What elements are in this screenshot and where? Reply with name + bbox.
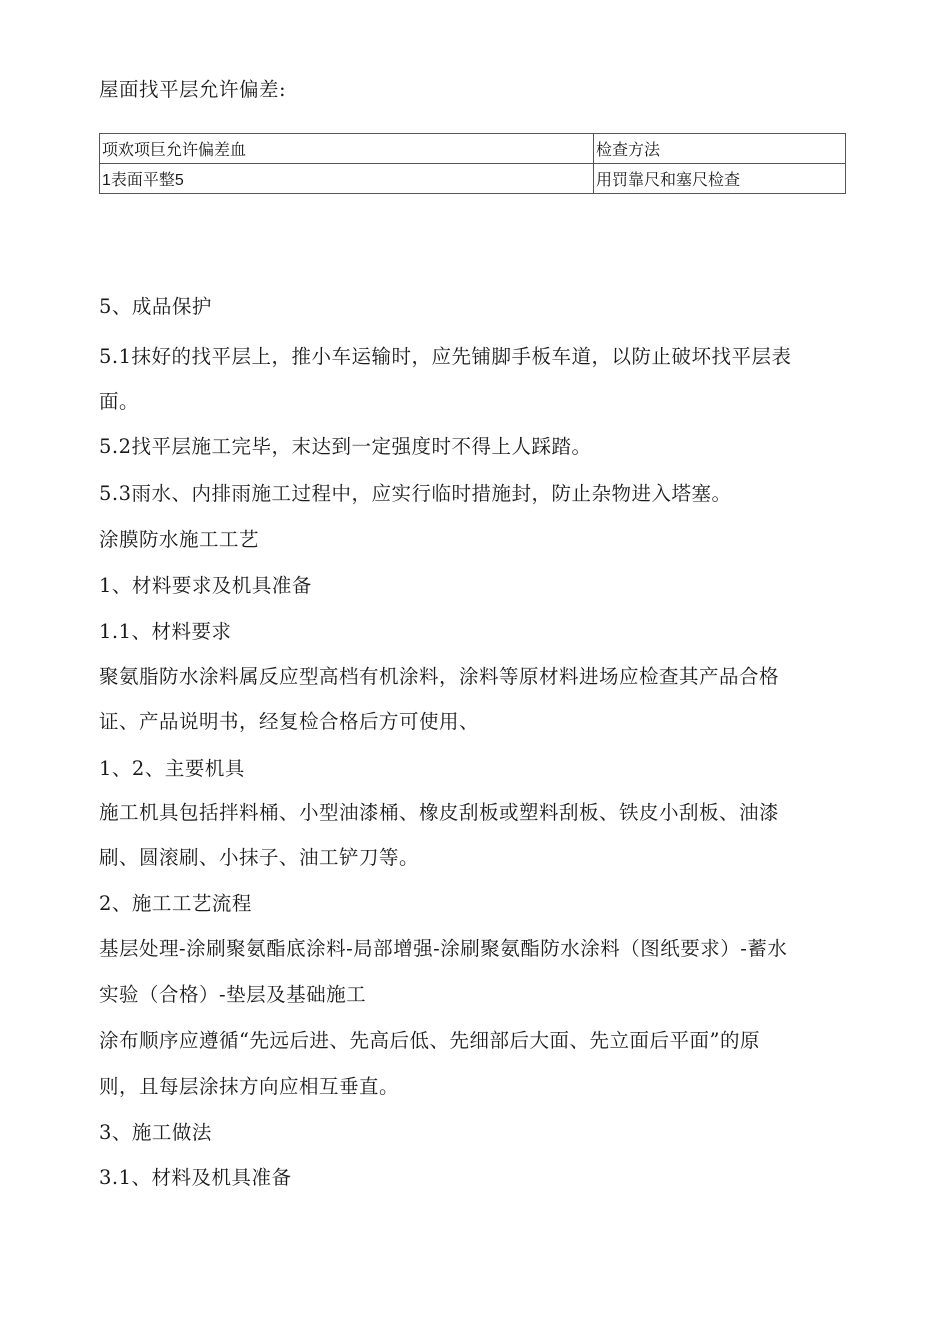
paragraph-line: 基层处理-涂刷聚氨酯底涂料-局部增强-涂刷聚氨酯防水涂料（图纸要求）-蓄水 — [99, 937, 788, 960]
section-title: 1、2、主要机具 — [99, 757, 245, 780]
paragraph-line: 证、产品说明书，经复检合格后方可使用、 — [99, 710, 480, 733]
section-heading: 屋面找平层允许偏差: — [99, 78, 287, 101]
paragraph-line: 面。 — [99, 390, 140, 413]
table-header-row — [100, 134, 846, 164]
paragraph-line: 5.1抹好的找平层上，推小车运输时，应先铺脚手板车道，以防止破坏找平层表 — [99, 345, 792, 368]
paragraph-line: 刷、圆滚刷、小抹子、油工铲刀等。 — [99, 846, 420, 869]
paragraph-line: 实验（合格）-垫层及基础施工 — [99, 983, 367, 1006]
table-header-cell: 检查方法 — [594, 134, 846, 164]
paragraph-line: 施工机具包括拌料桶、小型油漆桶、橡皮刮板或塑料刮板、铁皮小刮板、油漆 — [99, 801, 780, 824]
paragraph-line: 则，且每层涂抹方向应相互垂直。 — [99, 1075, 400, 1098]
table-header-cell: 项欢项巨允许偏差血 — [100, 134, 594, 164]
paragraph-line: 5.2找平层施工完毕，末达到一定强度时不得上人踩踏。 — [99, 435, 592, 458]
table-cell: 1表面平整5 — [100, 164, 594, 194]
table-row — [100, 164, 846, 194]
section-title: 5、成品保护 — [99, 295, 212, 318]
section-title: 2、施工工艺流程 — [99, 892, 252, 915]
paragraph-line: 5.3雨水、内排雨施工过程中，应实行临时措施封，防止杂物进入塔塞。 — [99, 482, 732, 505]
section-title: 3.1、材料及机具准备 — [99, 1166, 292, 1189]
section-title: 1.1、材料要求 — [99, 620, 232, 643]
paragraph-line: 聚氨脂防水涂料属反应型高档有机涂料，涂料等原材料进场应检查其产品合格 — [99, 665, 780, 688]
paragraph-line: 涂布顺序应遵循“先远后进、先高后低、先细部后大面、先立面后平面”的原 — [99, 1029, 760, 1052]
tolerance-table — [99, 133, 846, 194]
section-title: 1、材料要求及机具准备 — [99, 574, 312, 597]
section-title: 涂膜防水施工工艺 — [99, 528, 260, 551]
section-title: 3、施工做法 — [99, 1121, 212, 1144]
table-cell: 用罚靠尺和塞尺检查 — [594, 164, 846, 194]
